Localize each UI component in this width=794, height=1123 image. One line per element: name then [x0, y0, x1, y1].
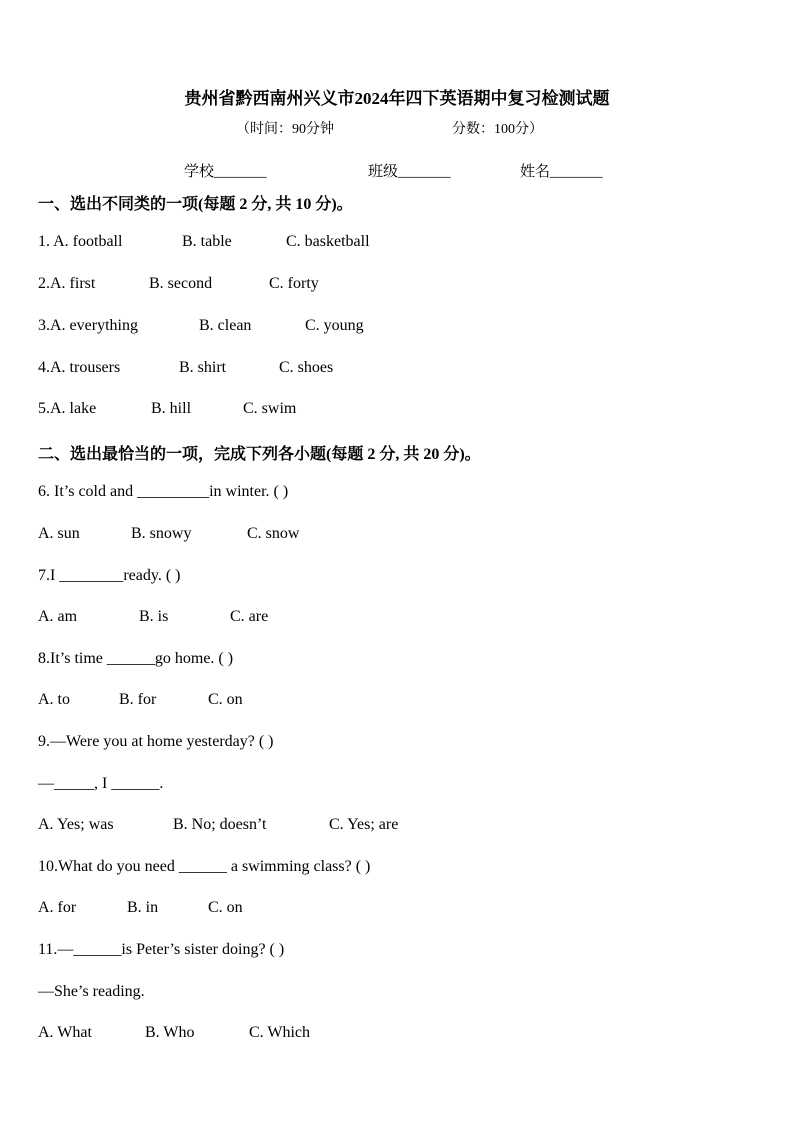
question-2-option-b: B. second: [149, 275, 213, 292]
question-10-option-a: A. for: [38, 899, 77, 916]
question-8-option-a: A. to: [38, 691, 70, 708]
total-score: 分数：100分）: [452, 122, 543, 137]
question-11: 11.—______is Peter’s sister doing? ( ): [38, 941, 285, 958]
question-2: 2.A. first: [38, 275, 96, 292]
question-11-option-c: C. Which: [249, 1024, 311, 1041]
name-field: 姓名_______: [520, 164, 603, 180]
question-10-option-b: B. in: [127, 899, 159, 916]
question-2-option-c: C. forty: [269, 275, 319, 292]
question-6: 6. It’s cold and _________in winter. ( ): [38, 483, 289, 500]
question-9-option-b: B. No; doesn’t: [173, 816, 267, 833]
question-6-option-b: B. snowy: [131, 525, 192, 542]
school-field: 学校_______: [184, 164, 267, 180]
question-11-option-b: B. Who: [145, 1024, 195, 1041]
question-3-option-c: C. young: [305, 317, 364, 334]
page-title: 贵州省黔西南州兴义市2024年四下英语期中复习检测试题: [184, 89, 610, 108]
question-11-option-a: A. What: [38, 1024, 92, 1041]
class-field: 班级_______: [368, 164, 451, 180]
question-8: 8.It’s time ______go home. ( ): [38, 650, 234, 667]
question-9-reply: —_____, I ______.: [38, 775, 164, 792]
section-2-heading: 二、选出最恰当的一项，完成下列各小题(每题 2 分, 共 20 分)。: [38, 446, 481, 463]
question-7-option-a: A. am: [38, 608, 78, 625]
question-1-option-b: B. table: [182, 233, 232, 250]
question-9: 9.—Were you at home yesterday? ( ): [38, 733, 274, 750]
question-5: 5.A. lake: [38, 400, 97, 417]
question-1: 1. A. football: [38, 233, 123, 250]
question-8-option-c: C. on: [208, 691, 243, 708]
question-10-option-c: C. on: [208, 899, 243, 916]
question-5-option-c: C. swim: [243, 400, 297, 417]
question-9-option-a: A. Yes; was: [38, 816, 114, 833]
question-11-reply: —She’s reading.: [38, 983, 145, 1000]
question-7-option-b: B. is: [139, 608, 169, 625]
section-1-heading: 一、选出不同类的一项(每题 2 分, 共 10 分)。: [38, 196, 353, 213]
question-4-option-b: B. shirt: [179, 359, 227, 376]
question-1-option-c: C. basketball: [286, 233, 370, 250]
question-3: 3.A. everything: [38, 317, 138, 334]
question-9-option-c: C. Yes; are: [329, 816, 399, 833]
question-6-option-c: C. snow: [247, 525, 300, 542]
question-4-option-c: C. shoes: [279, 359, 334, 376]
question-7: 7.I ________ready. ( ): [38, 567, 181, 584]
question-5-option-b: B. hill: [151, 400, 192, 417]
time-limit: （时间：90分钟: [236, 122, 334, 137]
question-3-option-b: B. clean: [199, 317, 252, 334]
question-7-option-c: C. are: [230, 608, 269, 625]
question-8-option-b: B. for: [119, 691, 157, 708]
question-10: 10.What do you need ______ a swimming class? ( ): [38, 858, 371, 875]
question-4: 4.A. trousers: [38, 359, 121, 376]
question-6-option-a: A. sun: [38, 525, 80, 542]
